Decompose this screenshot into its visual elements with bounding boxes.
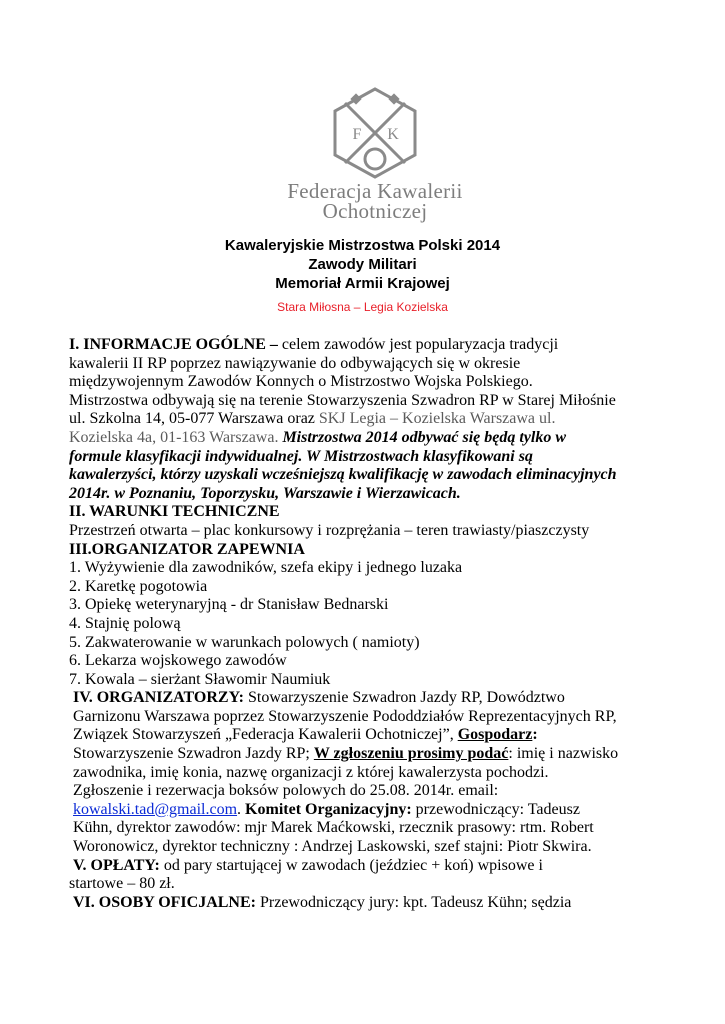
section1-line [69, 429, 659, 448]
section1-line: 2014r. w Poznaniu, Toporzysku, Warszawie i Wierzawicach. [69, 484, 461, 502]
email-link[interactable]: kowalski.tad@gmail.com [73, 800, 238, 818]
section5-line [69, 857, 659, 876]
section1-heading: I. INFORMACJE OGÓLNE – [69, 336, 278, 353]
section1-line [69, 410, 659, 429]
section1-venue: SKJ Legia – Kozielska Warszawa ul. [318, 410, 556, 428]
subtitle: Stara Miłosna – Legia Kozielska [277, 300, 448, 314]
section5-text: od pary startującej w zawodach (jeździec + koń) wpisowe i [159, 856, 543, 874]
section4-text: Stowarzyszenie Szwadron Jazdy RP; [73, 745, 314, 763]
section1-line: Mistrzostwa odbywają się na terenie Stowarzyszenia Szwadron RP w Starej Miłośnie [69, 391, 616, 409]
section3-heading: III.ORGANIZATOR ZAPEWNIA [69, 540, 305, 558]
section4-line: Woronowicz, dyrektor techniczny : Andrzej Laskowski, szef stajni: Piotr Skwira. [73, 838, 592, 856]
list-item: 1. Wyżywienie dla zawodników, szefa ekipy i jednego luzaka [69, 559, 463, 577]
section5-line: startowe – 80 zł. [69, 875, 175, 893]
section4-line [69, 745, 659, 764]
section1-text: celem zawodów jest popularyzacja tradycji [281, 336, 559, 353]
list-item: 5. Zakwaterowanie w warunkach polowych ( namioty) [69, 633, 420, 651]
section4-heading: IV. ORGANIZATORZY: [73, 689, 245, 707]
section4-text: przewodniczący: Tadeusz [411, 800, 580, 818]
svg-text:F: F [352, 126, 362, 143]
document-body [69, 336, 659, 912]
section4-text: : imię i nazwisko [508, 745, 619, 763]
section1-line: formule klasyfikacji indywidualnej. W Mistrzostwach klasyfikowani są [69, 447, 533, 465]
logo-line-1: Federacja Kawalerii [287, 179, 463, 203]
list-item: 7. Kowala – sierżant Sławomir Naumiuk [69, 670, 331, 688]
section2-text: Przestrzeń otwarta – plac konkursowy i rozprężania – teren trawiasty/piaszczysty [69, 521, 590, 539]
section4-line [69, 689, 659, 708]
document-titles [0, 236, 725, 317]
section4-line [69, 801, 659, 820]
list-item: 3. Opiekę weterynaryjną - dr Stanisław Bednarski [69, 596, 389, 614]
committee-label: Komitet Organizacyjny: [245, 800, 412, 818]
section4-line: Zgłoszenie i rezerwacja boksów polowych do 25.08. 2014r. email: [73, 782, 499, 800]
section1-line: kawalerzyści, którzy uzyskali wcześniejszą kwalifikację w zawodach eliminacyjnych [69, 466, 617, 484]
host-colon: : [532, 726, 538, 744]
section2-heading: II. WARUNKI TECHNICZNE [69, 503, 280, 521]
svg-text:K: K [387, 126, 399, 143]
section1-line: kawalerii II RP poprzez nawiązywanie do odbywających się w okresie [69, 354, 521, 372]
section4-text: . [237, 800, 246, 818]
application-label: W zgłoszeniu prosimy podać [313, 745, 509, 763]
federation-logo [270, 85, 480, 225]
title-line-3: Memoriał Armii Krajowej [275, 275, 450, 292]
fko-emblem-icon [327, 85, 423, 181]
section4-line [69, 726, 659, 745]
section1-venue: Kozielska 4a, 01-163 Warszawa. [69, 428, 283, 446]
section4-line: Garnizonu Warszawa poprzez Stowarzyszenie Pododdziałów Reprezentacyjnych RP, [73, 707, 617, 725]
section1-note: Mistrzostwa 2014 odbywać się będą tylko w [282, 428, 567, 446]
section1-text: ul. Szkolna 14, 05-077 Warszawa oraz [69, 410, 319, 428]
section1-line [69, 336, 659, 355]
section5-heading: V. OPŁATY: [73, 856, 160, 874]
list-item: 2. Karetkę pogotowia [69, 577, 208, 595]
section6-text: Przewodniczący jury: kpt. Tadeusz Kühn; sędzia [255, 893, 572, 911]
section6-heading: VI. OSOBY OFICJALNE: [73, 893, 256, 911]
host-label: Gospodarz [457, 726, 533, 744]
section4-text: Stowarzyszenie Szwadron Jazdy RP, Dowództwo [248, 689, 565, 707]
title-line-2: Zawody Militari [308, 256, 417, 273]
title-line-1: Kawaleryjskie Mistrzostwa Polski 2014 [224, 237, 501, 254]
section4-line: zawodnika, imię konia, nazwę organizacji z której kawalerzysta pochodzi. [73, 763, 549, 781]
logo-line-2: Ochotniczej [322, 199, 428, 223]
section4-text: Związek Stowarzyszeń „Federacja Kawalerii Ochotniczej”, [73, 726, 458, 744]
section6-line [69, 894, 659, 913]
section4-line: Kühn, dyrektor zawodów: mjr Marek Maćkowski, rzecznik prasowy: rtm. Robert [73, 819, 594, 837]
section1-line: międzywojennym Zawodów Konnych o Mistrzostwo Wojska Polskiego. [69, 373, 533, 391]
list-item: 6. Lekarza wojskowego zawodów [69, 652, 287, 670]
list-item: 4. Stajnię polową [69, 614, 181, 632]
